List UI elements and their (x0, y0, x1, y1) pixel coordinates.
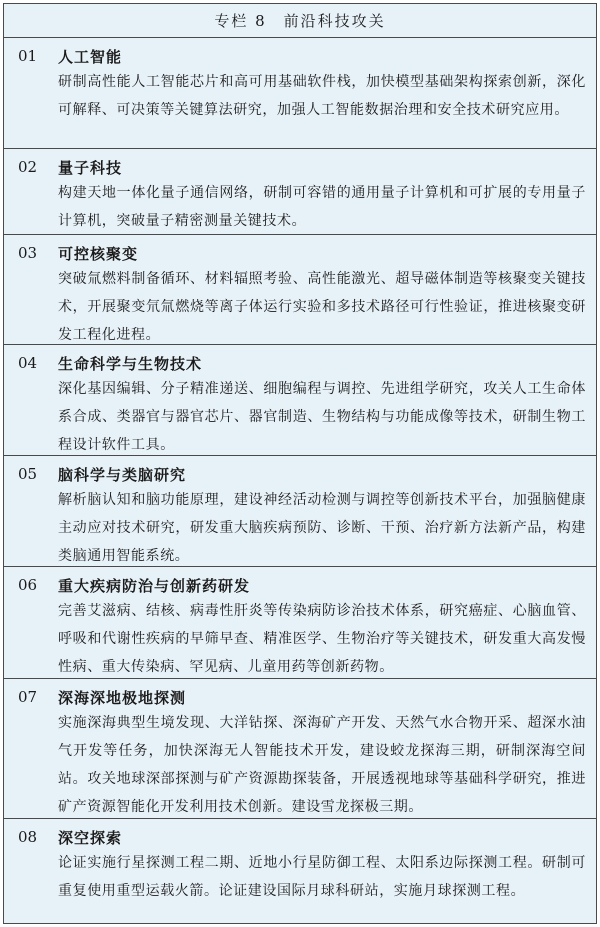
section-number: 08 (18, 828, 38, 846)
section-number: 04 (18, 354, 38, 372)
section-quantum (4, 149, 596, 235)
section-fusion (4, 235, 596, 345)
section-title: 深海深地极地探测 (58, 688, 187, 707)
section-title: 深空探索 (58, 828, 123, 847)
section-number: 07 (18, 688, 38, 706)
section-title: 重大疾病防治与创新药研发 (58, 576, 251, 595)
section-body: 突破氚燃料制备循环、材料辐照考验、高性能激光、超导磁体制造等核聚变关键技术，开展聚变氘氚燃烧等离子体运行实验和多技术路径可行性验证，推进核聚变研发工程化进程。 (58, 271, 586, 343)
section-body: 构建天地一体化量子通信网络，研制可容错的通用量子计算机和可扩展的专用量子计算机，突破量子精密测量关键技术。 (58, 185, 586, 229)
section-number: 06 (18, 576, 38, 594)
section-ai (4, 38, 596, 149)
section-brain-science (4, 456, 596, 567)
section-life-science (4, 345, 596, 456)
section-deep-space (4, 819, 596, 925)
section-title: 脑科学与类脑研究 (58, 465, 187, 484)
section-body: 解析脑认知和脑功能原理，建设神经活动检测与调控等创新技术平台，加强脑健康主动应对技术研究，研发重大脑疾病预防、诊断、干预、治疗新方法新产品，构建类脑通用智能系统。 (58, 492, 586, 564)
section-title: 可控核聚变 (58, 244, 139, 263)
box-title: 专栏 8 前沿科技攻关 (4, 4, 596, 38)
section-body: 深化基因编辑、分子精准递送、细胞编程与调控、先进组学研究，攻关人工生命体系合成、类器官与器官芯片、器官制造、生物结构与功能成像等技术，研制生物工程设计软件工具。 (58, 381, 586, 453)
section-deep-exploration (4, 679, 596, 819)
section-title: 量子科技 (58, 158, 123, 177)
section-body: 论证实施行星探测工程二期、近地小行星防御工程、太阳系边际探测工程。研制可重复使用重型运载火箭。论证建设国际月球科研站，实施月球探测工程。 (58, 855, 586, 899)
section-number: 03 (18, 244, 38, 262)
feature-box (3, 3, 597, 924)
section-body: 完善艾滋病、结核、病毒性肝炎等传染病防诊治技术体系，研究癌症、心脑血管、呼吸和代谢性疾病的早筛早查、精准医学、生物治疗等关键技术，研发重大高发慢性病、重大传染病、罕见病、儿童用药等创新药物。 (58, 603, 586, 675)
section-title: 生命科学与生物技术 (58, 354, 203, 373)
section-body: 研制高性能人工智能芯片和高可用基础软件栈，加快模型基础架构探索创新，深化可解释、可决策等关键算法研究，加强人工智能数据治理和安全技术研究应用。 (58, 74, 586, 118)
section-number: 05 (18, 465, 38, 483)
section-body: 实施深海典型生境发现、大洋钻探、深海矿产开发、天然气水合物开采、超深水油气开发等任务，加快深海无人智能技术开发，建设蛟龙探海三期，研制深海空间站。攻关地球深部探测与矿产资源勘探装备，开展透视地球等基础科学研究，推进矿产资源智能化开发利用技术创新。建设雪龙探极三期。 (58, 715, 586, 815)
section-number: 02 (18, 158, 38, 176)
section-disease-drug (4, 567, 596, 679)
section-title: 人工智能 (58, 47, 123, 66)
section-number: 01 (18, 47, 38, 65)
